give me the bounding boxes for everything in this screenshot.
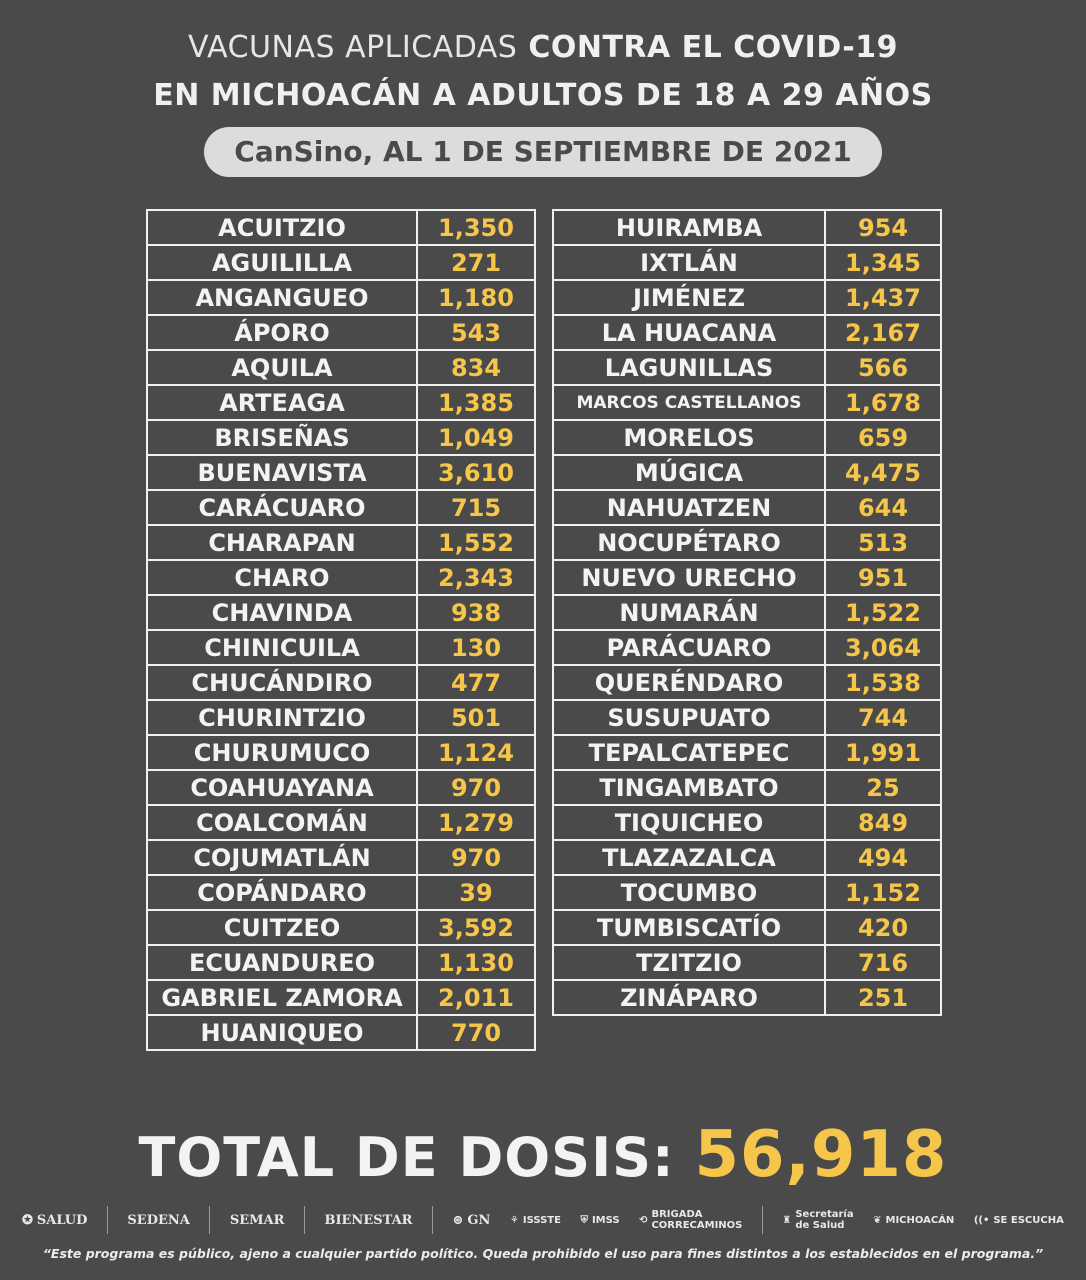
- municipality-name: TZITZIO: [553, 945, 825, 980]
- dose-count: 1,552: [417, 525, 535, 560]
- municipality-name: GABRIEL ZAMORA: [147, 980, 417, 1015]
- dose-count: 1,437: [825, 280, 941, 315]
- dose-count: 1,538: [825, 665, 941, 700]
- dose-count: 3,592: [417, 910, 535, 945]
- table-row: [553, 980, 941, 1015]
- municipality-name: ZINÁPARO: [553, 980, 825, 1015]
- municipality-table-left: [146, 209, 536, 1051]
- dose-count: 1,180: [417, 280, 535, 315]
- dose-count: 1,350: [417, 210, 535, 245]
- table-row: [553, 595, 941, 630]
- municipality-name: CHINICUILA: [147, 630, 417, 665]
- table-row: [147, 525, 535, 560]
- table-row: [553, 875, 941, 910]
- municipality-name: JIMÉNEZ: [553, 280, 825, 315]
- dose-count: 271: [417, 245, 535, 280]
- municipality-name: COALCOMÁN: [147, 805, 417, 840]
- dose-count: 951: [825, 560, 941, 595]
- dose-count: 849: [825, 805, 941, 840]
- municipality-name: TEPALCATEPEC: [553, 735, 825, 770]
- table-row: [553, 805, 941, 840]
- dose-count: 1,385: [417, 385, 535, 420]
- table-row: [147, 735, 535, 770]
- brigada-logo: ⟲ BRIGADA CORRECAMINOS: [639, 1209, 743, 1231]
- dose-count: 834: [417, 350, 535, 385]
- table-row: [553, 735, 941, 770]
- municipality-name: ECUANDUREO: [147, 945, 417, 980]
- municipality-name: HUIRAMBA: [553, 210, 825, 245]
- table-row: [147, 385, 535, 420]
- dose-count: 1,279: [417, 805, 535, 840]
- dose-count: 2,167: [825, 315, 941, 350]
- municipality-name: CUITZEO: [147, 910, 417, 945]
- dose-count: 970: [417, 840, 535, 875]
- municipality-name: CHUCÁNDIRO: [147, 665, 417, 700]
- dose-count: 3,064: [825, 630, 941, 665]
- municipality-name: COPÁNDARO: [147, 875, 417, 910]
- legal-footer: “Este programa es público, ajeno a cualquier partido político. Queda prohibido el uso para fines distintos a los establecidos en el programa.”: [42, 1246, 1044, 1261]
- dose-count: 938: [417, 595, 535, 630]
- divider: [107, 1206, 108, 1234]
- dose-count: 744: [825, 700, 941, 735]
- secretaria-salud-logo: ♜ Secretaría de Salud: [782, 1209, 854, 1231]
- municipality-name: ARTEAGA: [147, 385, 417, 420]
- dose-count: 1,130: [417, 945, 535, 980]
- michoacan-logo: ❦ MICHOACÁN: [873, 1214, 955, 1226]
- municipality-name: NUEVO URECHO: [553, 560, 825, 595]
- dose-count: 715: [417, 490, 535, 525]
- municipality-name: CARÁCUARO: [147, 490, 417, 525]
- municipality-name: PARÁCUARO: [553, 630, 825, 665]
- table-row: [553, 630, 941, 665]
- municipality-name: BUENAVISTA: [147, 455, 417, 490]
- municipality-name: TIQUICHEO: [553, 805, 825, 840]
- sedena-logo: SEDENA: [127, 1212, 190, 1228]
- table-row: [147, 875, 535, 910]
- total-label: TOTAL DE DOSIS:: [138, 1126, 675, 1189]
- dose-count: 501: [417, 700, 535, 735]
- michoacan-escucha-logo: ((• SE ESCUCHA: [973, 1214, 1064, 1226]
- municipality-table-right: [552, 209, 942, 1016]
- table-row: [147, 805, 535, 840]
- table-row: [147, 560, 535, 595]
- municipality-name: TLAZAZALCA: [553, 840, 825, 875]
- table-row: [147, 280, 535, 315]
- dose-count: 1,345: [825, 245, 941, 280]
- dose-count: 2,343: [417, 560, 535, 595]
- total-doses: [0, 1118, 1086, 1192]
- shield-icon: ⊛: [452, 1212, 464, 1228]
- table-row: [553, 455, 941, 490]
- municipality-name: CHURUMUCO: [147, 735, 417, 770]
- dose-count: 2,011: [417, 980, 535, 1015]
- table-row: [147, 595, 535, 630]
- dose-count: 1,522: [825, 595, 941, 630]
- title-line-1-light: VACUNAS APLICADAS: [188, 30, 518, 65]
- monarch-icon: ❦: [873, 1214, 882, 1226]
- dose-count: 25: [825, 770, 941, 805]
- municipality-name: BRISEÑAS: [147, 420, 417, 455]
- table-row: [553, 420, 941, 455]
- municipality-name: AGUILILLA: [147, 245, 417, 280]
- table-row: [553, 280, 941, 315]
- municipality-name: COJUMATLÁN: [147, 840, 417, 875]
- table-row: [553, 560, 941, 595]
- table-row: [147, 1015, 535, 1050]
- table-row: [147, 700, 535, 735]
- dose-count: 4,475: [825, 455, 941, 490]
- divider: [432, 1206, 433, 1234]
- municipality-name: HUANIQUEO: [147, 1015, 417, 1050]
- table-row: [553, 945, 941, 980]
- table-row: [147, 630, 535, 665]
- dose-count: 566: [825, 350, 941, 385]
- dose-count: 130: [417, 630, 535, 665]
- municipality-name: MORELOS: [553, 420, 825, 455]
- municipality-name: TUMBISCATÍO: [553, 910, 825, 945]
- table-row: [147, 420, 535, 455]
- table-row: [553, 665, 941, 700]
- table-row: [553, 315, 941, 350]
- table-row: [553, 245, 941, 280]
- table-row: [147, 455, 535, 490]
- table-row: [147, 840, 535, 875]
- issste-emblem-icon: ⚘: [509, 1214, 519, 1226]
- table-row: [147, 315, 535, 350]
- table-row: [553, 700, 941, 735]
- table-row: [553, 910, 941, 945]
- divider: [762, 1206, 763, 1234]
- signal-icon: ((•: [973, 1214, 990, 1226]
- table-row: [553, 350, 941, 385]
- dose-count: 420: [825, 910, 941, 945]
- table-row: [553, 490, 941, 525]
- dose-count: 716: [825, 945, 941, 980]
- table-row: [147, 490, 535, 525]
- table-row: [147, 245, 535, 280]
- eagle-icon: ✪: [22, 1212, 33, 1228]
- dose-count: 251: [825, 980, 941, 1015]
- logo-strip: [22, 1200, 1064, 1240]
- municipality-name: ANGANGUEO: [147, 280, 417, 315]
- dose-count: 770: [417, 1015, 535, 1050]
- dose-count: 644: [825, 490, 941, 525]
- title-line-2: EN MICHOACÁN A ADULTOS DE 18 A 29 AÑOS: [153, 78, 933, 113]
- table-row: [553, 840, 941, 875]
- municipality-name: SUSUPUATO: [553, 700, 825, 735]
- municipality-name: IXTLÁN: [553, 245, 825, 280]
- dose-count: 39: [417, 875, 535, 910]
- municipality-name: CHARO: [147, 560, 417, 595]
- imss-emblem-icon: ⛨: [580, 1214, 588, 1226]
- municipality-name: NOCUPÉTARO: [553, 525, 825, 560]
- dose-count: 513: [825, 525, 941, 560]
- table-row: [147, 665, 535, 700]
- dose-count: 1,152: [825, 875, 941, 910]
- table-row: [147, 945, 535, 980]
- semar-logo: SEMAR: [229, 1212, 285, 1228]
- municipality-name: ÁPORO: [147, 315, 417, 350]
- dose-count: 659: [825, 420, 941, 455]
- imss-logo: ⛨ IMSS: [580, 1214, 620, 1226]
- municipality-name: LAGUNILLAS: [553, 350, 825, 385]
- crest-icon: ♜: [782, 1214, 792, 1226]
- divider: [209, 1206, 210, 1234]
- salud-logo: ✪ SALUD: [22, 1212, 88, 1228]
- dose-count: 1,124: [417, 735, 535, 770]
- road-icon: ⟲: [639, 1214, 648, 1226]
- table-row: [147, 770, 535, 805]
- dose-count: 3,610: [417, 455, 535, 490]
- dose-count: 477: [417, 665, 535, 700]
- municipality-name: QUERÉNDARO: [553, 665, 825, 700]
- municipality-name: CHAVINDA: [147, 595, 417, 630]
- bienestar-logo: BIENESTAR: [324, 1212, 413, 1228]
- municipality-name: MARCOS CASTELLANOS: [553, 385, 825, 420]
- dose-count: 1,049: [417, 420, 535, 455]
- dose-count: 494: [825, 840, 941, 875]
- total-value: 56,918: [694, 1118, 948, 1192]
- dose-count: 954: [825, 210, 941, 245]
- dose-count: 1,991: [825, 735, 941, 770]
- dose-count: 1,678: [825, 385, 941, 420]
- table-row: [147, 350, 535, 385]
- table-row: [147, 210, 535, 245]
- municipality-name: TOCUMBO: [553, 875, 825, 910]
- municipality-name: NAHUATZEN: [553, 490, 825, 525]
- dose-count: 543: [417, 315, 535, 350]
- dose-count: 970: [417, 770, 535, 805]
- table-row: [553, 525, 941, 560]
- municipality-name: COAHUAYANA: [147, 770, 417, 805]
- municipality-name: CHARAPAN: [147, 525, 417, 560]
- municipality-name: NUMARÁN: [553, 595, 825, 630]
- title-line-1-bold: CONTRA EL COVID-19: [528, 30, 898, 65]
- municipality-name: MÚGICA: [553, 455, 825, 490]
- municipality-name: CHURINTZIO: [147, 700, 417, 735]
- table-row: [553, 385, 941, 420]
- municipality-name: AQUILA: [147, 350, 417, 385]
- issste-logo: ⚘ ISSSTE: [509, 1214, 561, 1226]
- gn-logo: ⊛ GN: [452, 1212, 491, 1228]
- municipality-name: TINGAMBATO: [553, 770, 825, 805]
- municipality-name: LA HUACANA: [553, 315, 825, 350]
- table-row: [147, 910, 535, 945]
- subtitle-pill: CanSino, AL 1 DE SEPTIEMBRE DE 2021: [204, 127, 882, 177]
- divider: [304, 1206, 305, 1234]
- table-row: [553, 210, 941, 245]
- title-line-1: [0, 30, 1086, 65]
- table-row: [553, 770, 941, 805]
- municipality-name: ACUITZIO: [147, 210, 417, 245]
- table-row: [147, 980, 535, 1015]
